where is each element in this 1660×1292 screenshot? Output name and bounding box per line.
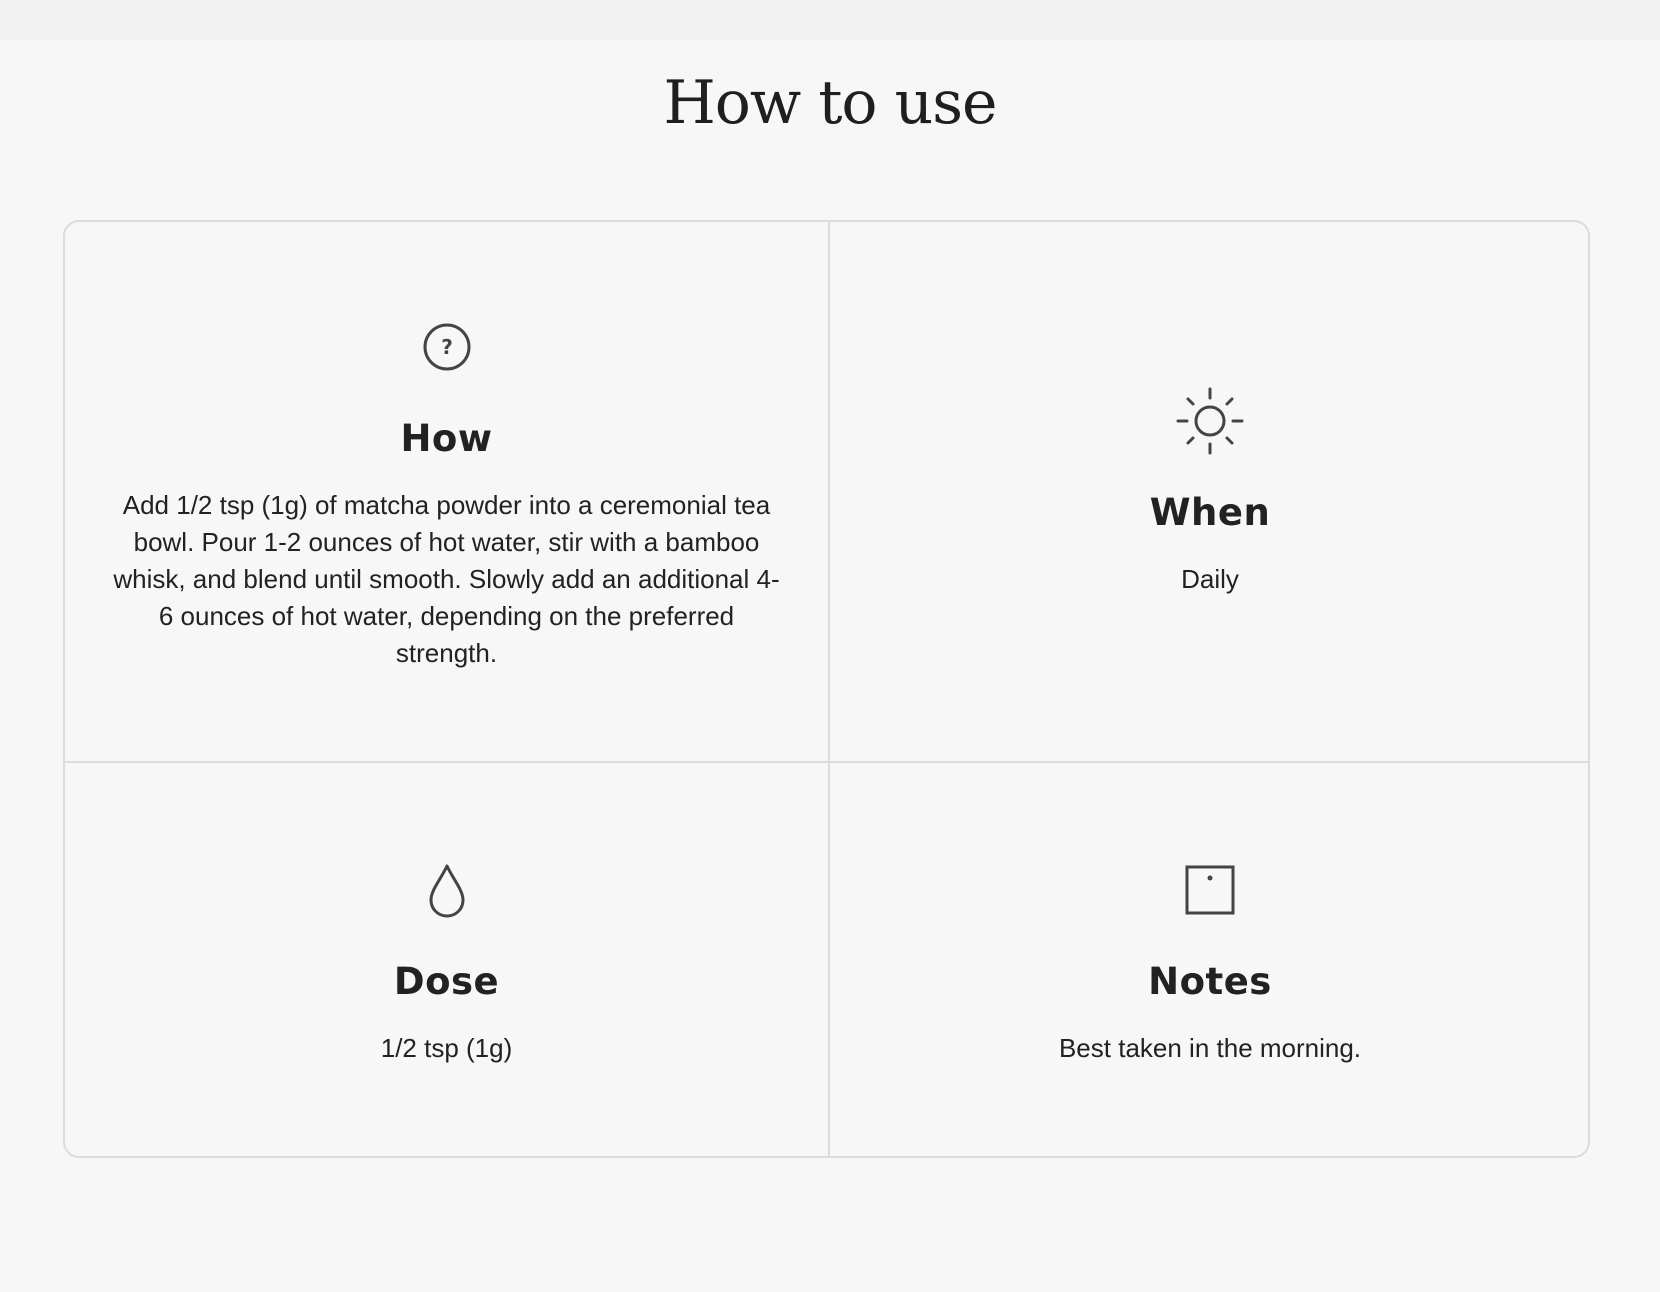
dose-text: 1/2 tsp (1g) (380, 1033, 513, 1063)
question-circle-icon (411, 311, 483, 383)
note-square-icon (1174, 854, 1246, 926)
sun-icon (1174, 385, 1246, 457)
when-title: When (1149, 491, 1271, 534)
notes-text: Best taken in the morning. (1058, 1033, 1362, 1063)
dose-card (65, 763, 830, 1158)
notes-title: Notes (1148, 960, 1272, 1003)
how-title: How (400, 417, 493, 460)
drop-icon (411, 854, 483, 926)
svg-text:?: ? (440, 335, 453, 359)
how-text: Add 1/2 tsp (1g) of matcha powder into a ceremonial tea bowl. Pour 1-2 ounces of hot water, stir with a bamboo whisk, and blend until smooth. Slowly add an additional 4-6 ounces of hot water, depending on the preferred strength. (113, 490, 780, 668)
when-text: Daily (1181, 564, 1239, 594)
top-band (0, 0, 1660, 40)
how-card (65, 222, 830, 763)
notes-card (830, 763, 1590, 1158)
how-to-use-grid (63, 220, 1590, 1158)
dose-title: Dose (393, 960, 500, 1003)
page-title: How to use (663, 68, 997, 138)
when-card (830, 222, 1590, 763)
